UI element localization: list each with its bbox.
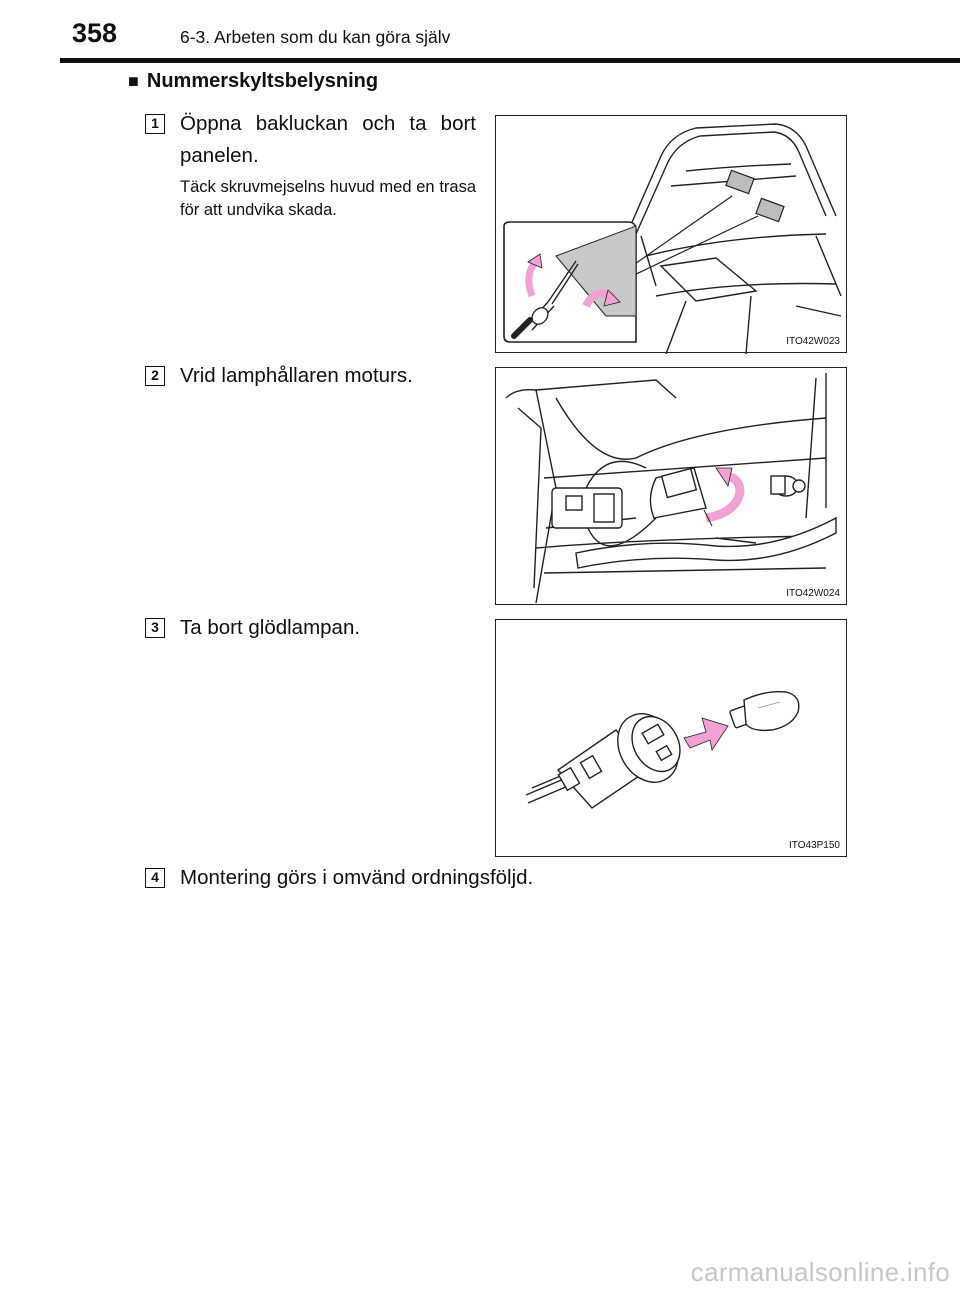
step-badge-2: 2 xyxy=(145,366,165,386)
lamp-holder-illustration xyxy=(496,368,848,606)
tailgate-illustration xyxy=(496,116,848,354)
step-4-text: Montering görs i omvänd ordningsföljd. xyxy=(180,866,534,889)
figure-code-2: ITO42W024 xyxy=(786,588,840,599)
chapter-title: 6-3. Arbeten som du kan göra själv xyxy=(180,27,451,47)
step-3-text: Ta bort glödlampan. xyxy=(180,616,361,639)
step-badge-1: 1 xyxy=(145,114,165,134)
page-number: 358 xyxy=(72,18,118,48)
figure-remove-bulb xyxy=(495,619,847,857)
step-1-text: Öppna bakluckan och ta bort panelen. xyxy=(180,112,476,167)
figure-code-1: ITO42W023 xyxy=(786,336,840,347)
figure-code-3: ITO43P150 xyxy=(789,840,840,851)
step-badge-3: 3 xyxy=(145,618,165,638)
section-title xyxy=(128,70,378,93)
header-rule xyxy=(60,58,960,63)
watermark: carmanualsonline.info xyxy=(690,1257,950,1287)
step-1-note: Täck skruvmejselns huvud med en trasa för att undvika skada. xyxy=(180,178,476,219)
figure-open-tailgate xyxy=(495,115,847,353)
section-title-text: Nummerskyltsbelysning xyxy=(146,70,379,92)
figure-lamp-holder xyxy=(495,367,847,605)
step-badge-4: 4 xyxy=(145,868,165,888)
step-2-text: Vrid lamphållaren moturs. xyxy=(180,364,413,387)
section-bullet: ■ xyxy=(128,71,139,91)
bulb-removal-illustration xyxy=(496,620,848,858)
